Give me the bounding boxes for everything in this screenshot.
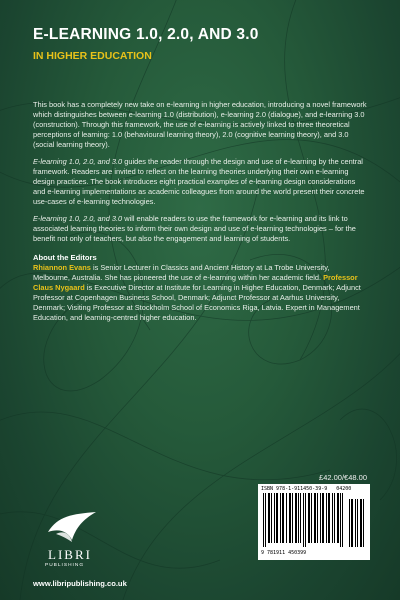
publisher-website: www.libripublishing.co.uk [33, 579, 127, 588]
publisher-logo-word: LIBRI [48, 547, 92, 562]
blurb-paragraph-1: This book has a completely new take on e-learning in higher education, introducing a novel framework which distinguishes between e-learning 1.0 (distribution), e-learning 2.0 (dialogue), and e-learning 3.0 (construction). Through this framework, the use of e-learning is actively linked to three theoretical perceptions of learning: 1.0 (behavioural learning theory), 2.0 (cognitive learning theory), and 3.0 (social learning theory). [33, 100, 367, 149]
blurb-paragraph-3 [33, 214, 368, 244]
blurb [33, 100, 368, 323]
blurb-paragraph-2 [33, 157, 368, 207]
blurb-paragraph-3-text: will enable readers to use the framework for e-learning and its link to associated learning theories to inform their own design and use of e-learning technologies – for the benefit not only of teachers, but also the engagement and learning of students. [33, 214, 356, 243]
editor-2-bio: is Executive Director at Institute for Learning in Higher Education, Denmark; Adjunct Professor at Copenhagen Business School, Denmark; Adjunct Professor at Aarhus University, Denmark; Visiting Professor at Stockholm School of Economics Riga, Latvia. Expert in Management Education, and learning-centred higher education. [33, 283, 361, 322]
blurb-title-ref-1: E-learning 1.0, 2.0, and 3.0 [33, 157, 123, 166]
book-title: E-LEARNING 1.0, 2.0, AND 3.0 [33, 26, 259, 43]
editor-2-name: Professor Claus Nygaard [33, 273, 358, 292]
blurb-paragraph-2-text: guides the reader through the design and use of e-learning by the central framework. Readers are invited to reflect on the learning theories underlying their own e-learning design practices. The book introduces eight practical examples of e-learning design considerations and e-learning implementations as academic colleagues from around the world present their concrete use-cases of e-learning technologies. [33, 157, 365, 206]
price: £42.00/€48.00 [319, 473, 367, 482]
barcode-addon: 04200 [336, 486, 352, 492]
barcode [258, 484, 370, 560]
editors-bio [33, 263, 368, 323]
barcode-bars [261, 493, 367, 547]
publisher-logo-icon [42, 510, 102, 546]
blurb-title-ref-2: E-learning 1.0, 2.0, and 3.0 [33, 214, 123, 223]
editor-1-bio: is Senior Lecturer in Classics and Ancient History at La Trobe University, Melbourne, Australia. She has pioneered the use of e-learning within her academic field. [33, 263, 330, 282]
publisher-logo-sub: PUBLISHING [45, 563, 85, 568]
editor-1-name: Rhiannon Evans [33, 263, 91, 272]
isbn-label [261, 486, 351, 492]
barcode-digits: 9 781911 450399 [261, 550, 307, 556]
book-subtitle: IN HIGHER EDUCATION [33, 50, 152, 62]
isbn-number: ISBN 978-1-911450-39-9 [261, 486, 328, 492]
editors-heading: About the Editors [33, 253, 97, 262]
